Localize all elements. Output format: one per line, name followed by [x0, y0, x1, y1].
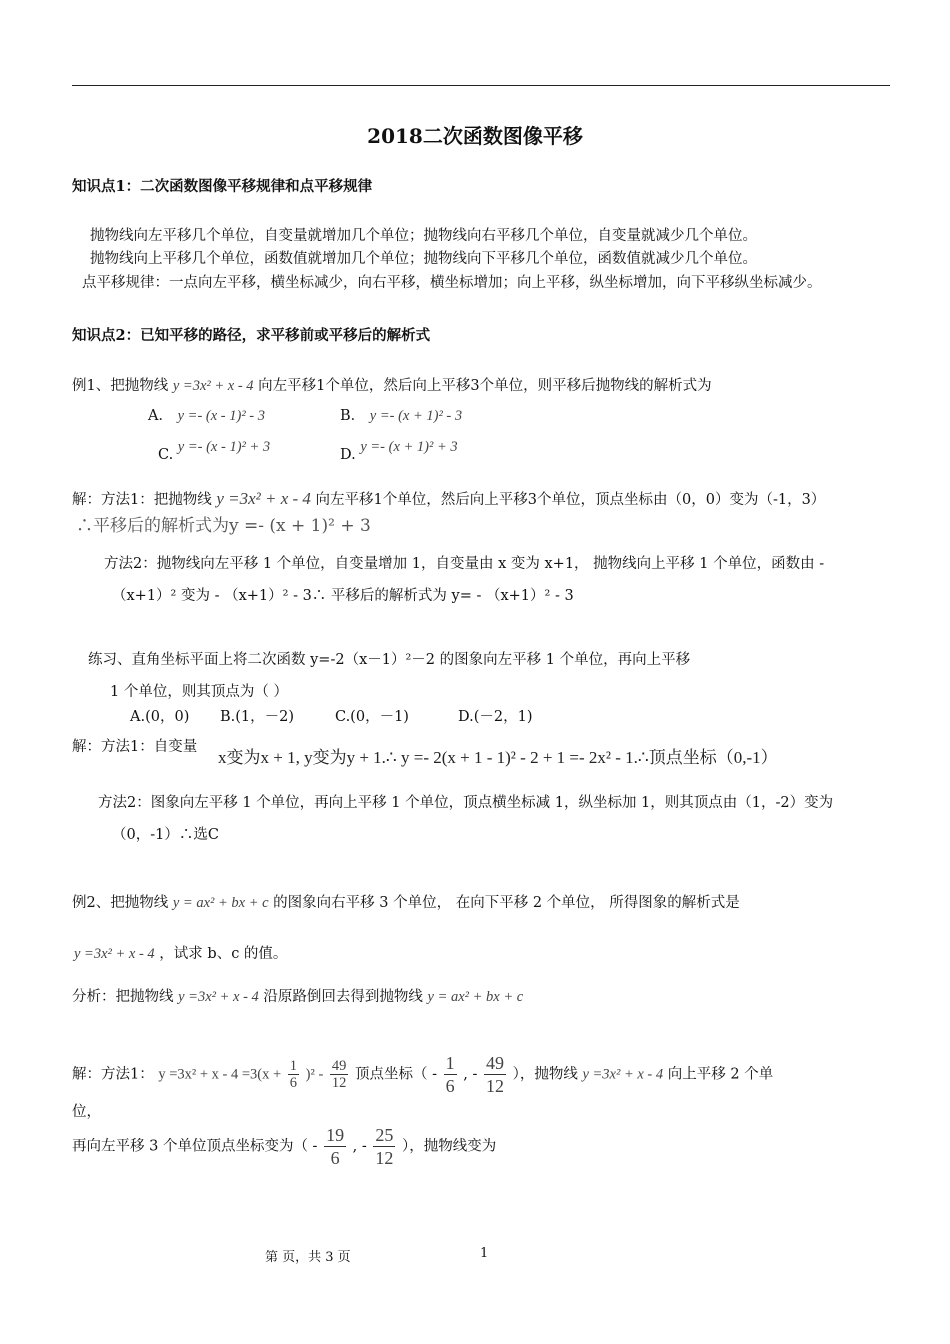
practice-line-2: 1 个单位，则其顶点为（ ） [110, 684, 288, 700]
footer-page-number: 1 [480, 1246, 489, 1261]
solution-2-line-3-suffix: ），抛物线变为 [402, 1138, 497, 1155]
example-1-prefix: 例1、把抛物线 [72, 378, 169, 394]
fraction-one-sixth [288, 1058, 299, 1091]
fraction-denominator: 12 [375, 1148, 394, 1168]
fraction-denominator: 6 [330, 1148, 340, 1168]
fraction-numerator: 1 [445, 1053, 455, 1073]
option-a [148, 406, 265, 426]
solution-1-method-2-line-1: 方法2：抛物线向左平移 1 个单位，自变量增加 1，自变量由 x 变为 x+1， 抛物线向上平移 1 个单位，函数由 - [104, 556, 825, 572]
example-2-line-2 [74, 944, 287, 964]
solution-1-method-2-line-2: （x+1）² 变为 - （x+1）² - 3∴ 平移后的解析式为 y= - （x+1）² - 3 [112, 588, 574, 604]
fraction-denominator: 12 [331, 1075, 347, 1091]
practice-line-1: 练习、直角坐标平面上将二次函数 y=-2（x－1）²－2 的图象向左平移 1 个单位，再向上平移 [88, 652, 691, 668]
solution-2-line-1 [72, 1052, 773, 1097]
fraction-denominator: 6 [445, 1076, 455, 1096]
solution-1-formula: y =3x² + x - 4 [216, 489, 311, 508]
example-2-target-formula: y =3x² + x - 4 [74, 946, 155, 962]
solution-2-line-3 [72, 1124, 496, 1169]
option-b [340, 406, 462, 426]
vertex-separator: , - [463, 1066, 478, 1083]
after-vertex-text: ），抛物线 [512, 1066, 578, 1083]
vertex-y-fraction [484, 1052, 506, 1097]
page-title: 2018二次函数图像平移 [367, 124, 583, 148]
fraction-numerator: 19 [326, 1125, 345, 1145]
solution-1-prefix: 解：方法1：把抛物线 [72, 492, 212, 508]
practice-solution-prefix: 解：方法1：自变量 [72, 739, 198, 755]
practice-option-d: D.(－2，1) [458, 709, 533, 725]
rule-line-1: 抛物线向左平移几个单位，自变量就增加几个单位；抛物线向右平移几个单位，自变量就减少几个单位。 [90, 228, 757, 244]
rule-line-2: 抛物线向上平移几个单位，函数值就增加几个单位；抛物线向下平移几个单位，函数值就减少几个单位。 [90, 251, 757, 267]
new-vertex-y-fraction [373, 1124, 395, 1169]
vertex-label: 顶点坐标（ - [355, 1066, 438, 1083]
example-2-prefix: 例2、把抛物线 [72, 895, 169, 911]
option-c [158, 437, 271, 463]
practice-solution-formula: x变为x + 1, y变为y + 1.∴ y =- 2(x + 1 - 1)² - 2 + 1 =- 2x² - 1.∴顶点坐标（0,-1） [218, 748, 778, 767]
solution-1-result: ∴平移后的解析式为y =- (x + 1)² + 3 [76, 516, 371, 536]
solution-2-line-3-prefix: 再向左平移 3 个单位顶点坐标变为（ - [72, 1138, 318, 1155]
solution-2-line-2: 位， [72, 1104, 101, 1120]
fraction-denominator: 6 [289, 1075, 298, 1091]
shift-up-text: 向上平移 2 个单 [667, 1066, 774, 1083]
solution-2-parabola: y =3x² + x - 4 [582, 1066, 664, 1083]
option-d-formula: y =- (x + 1)² + 3 [360, 439, 458, 455]
practice-option-c: C.(0，－1) [335, 709, 409, 725]
solution-2-equation-left: y =3x² + x - 4 =3(x + [158, 1066, 282, 1083]
fraction-numerator: 1 [289, 1058, 298, 1074]
practice-method-2-line-2: （0，-1）∴选C [112, 827, 219, 843]
knowledge-point-1: 知识点1：二次函数图像平移规律和点平移规律 [72, 178, 373, 195]
option-a-label: A． [148, 408, 173, 424]
footer-page-text: 第 页，共 3 页 [265, 1250, 351, 1265]
analysis-formula-2: y = ax² + bx + c [427, 989, 524, 1005]
practice-solution-method-1 [72, 737, 197, 757]
example-2-formula: y = ax² + bx + c [172, 895, 269, 911]
practice-option-b: B.(1，－2) [220, 709, 295, 725]
option-d-label: D. [340, 447, 356, 463]
header-rule [72, 85, 890, 86]
analysis-prefix: 分析：把抛物线 [72, 989, 174, 1005]
solution-2-prefix: 解：方法1： [72, 1066, 154, 1083]
option-b-label: B． [340, 408, 366, 424]
solution-1-suffix: 向左平移1个单位，然后向上平移3个单位，顶点坐标由（0，0）变为（-1，3） [315, 492, 826, 508]
option-a-formula: y =- (x - 1)² - 3 [177, 408, 265, 424]
example-2-suffix: 的图象向右平移 3 个单位， 在向下平移 2 个单位， 所得图象的解析式是 [273, 895, 740, 911]
example-2-question-end: ，试求 b、c 的值。 [159, 946, 288, 962]
new-vertex-x-fraction [324, 1124, 346, 1169]
example-1-formula: y =3x² + x - 4 [172, 378, 254, 394]
fraction-denominator: 12 [485, 1076, 504, 1096]
new-vertex-separator: , - [352, 1138, 367, 1155]
option-b-formula: y =- (x + 1)² - 3 [369, 408, 463, 424]
analysis-middle: 沿原路倒回去得到抛物线 [263, 989, 423, 1005]
fraction-49-12 [330, 1058, 349, 1091]
option-c-formula: y =- (x - 1)² + 3 [177, 439, 271, 455]
solution-1-method-1 [72, 489, 825, 510]
practice-method-2-line-1: 方法2：图象向左平移 1 个单位，再向上平移 1 个单位，顶点横坐标减 1，纵坐标加 1，则其顶点由（1，-2）变为 [98, 795, 834, 811]
example-2-analysis [72, 987, 523, 1007]
rule-line-3: 点平移规律：一点向左平移，横坐标减少，向右平移，横坐标增加；向上平移，纵坐标增加，向下平移纵坐标减少。 [82, 275, 822, 291]
option-c-label: C. [158, 447, 174, 463]
example-1-suffix: 向左平移1个单位，然后向上平移3个单位，则平移后抛物线的解析式为 [258, 378, 712, 394]
fraction-numerator: 49 [331, 1058, 347, 1074]
knowledge-point-2: 知识点2：已知平移的路径，求平移前或平移后的解析式 [72, 327, 431, 344]
solution-2-equation-middle: )² - [305, 1066, 324, 1083]
fraction-numerator: 25 [375, 1125, 394, 1145]
fraction-numerator: 49 [485, 1053, 504, 1073]
analysis-formula-1: y =3x² + x - 4 [178, 989, 259, 1005]
option-d [340, 437, 458, 463]
vertex-x-fraction [444, 1052, 457, 1097]
example-2-question [72, 893, 740, 913]
example-1-question [72, 376, 712, 396]
practice-option-a: A.(0，0) [130, 709, 190, 725]
